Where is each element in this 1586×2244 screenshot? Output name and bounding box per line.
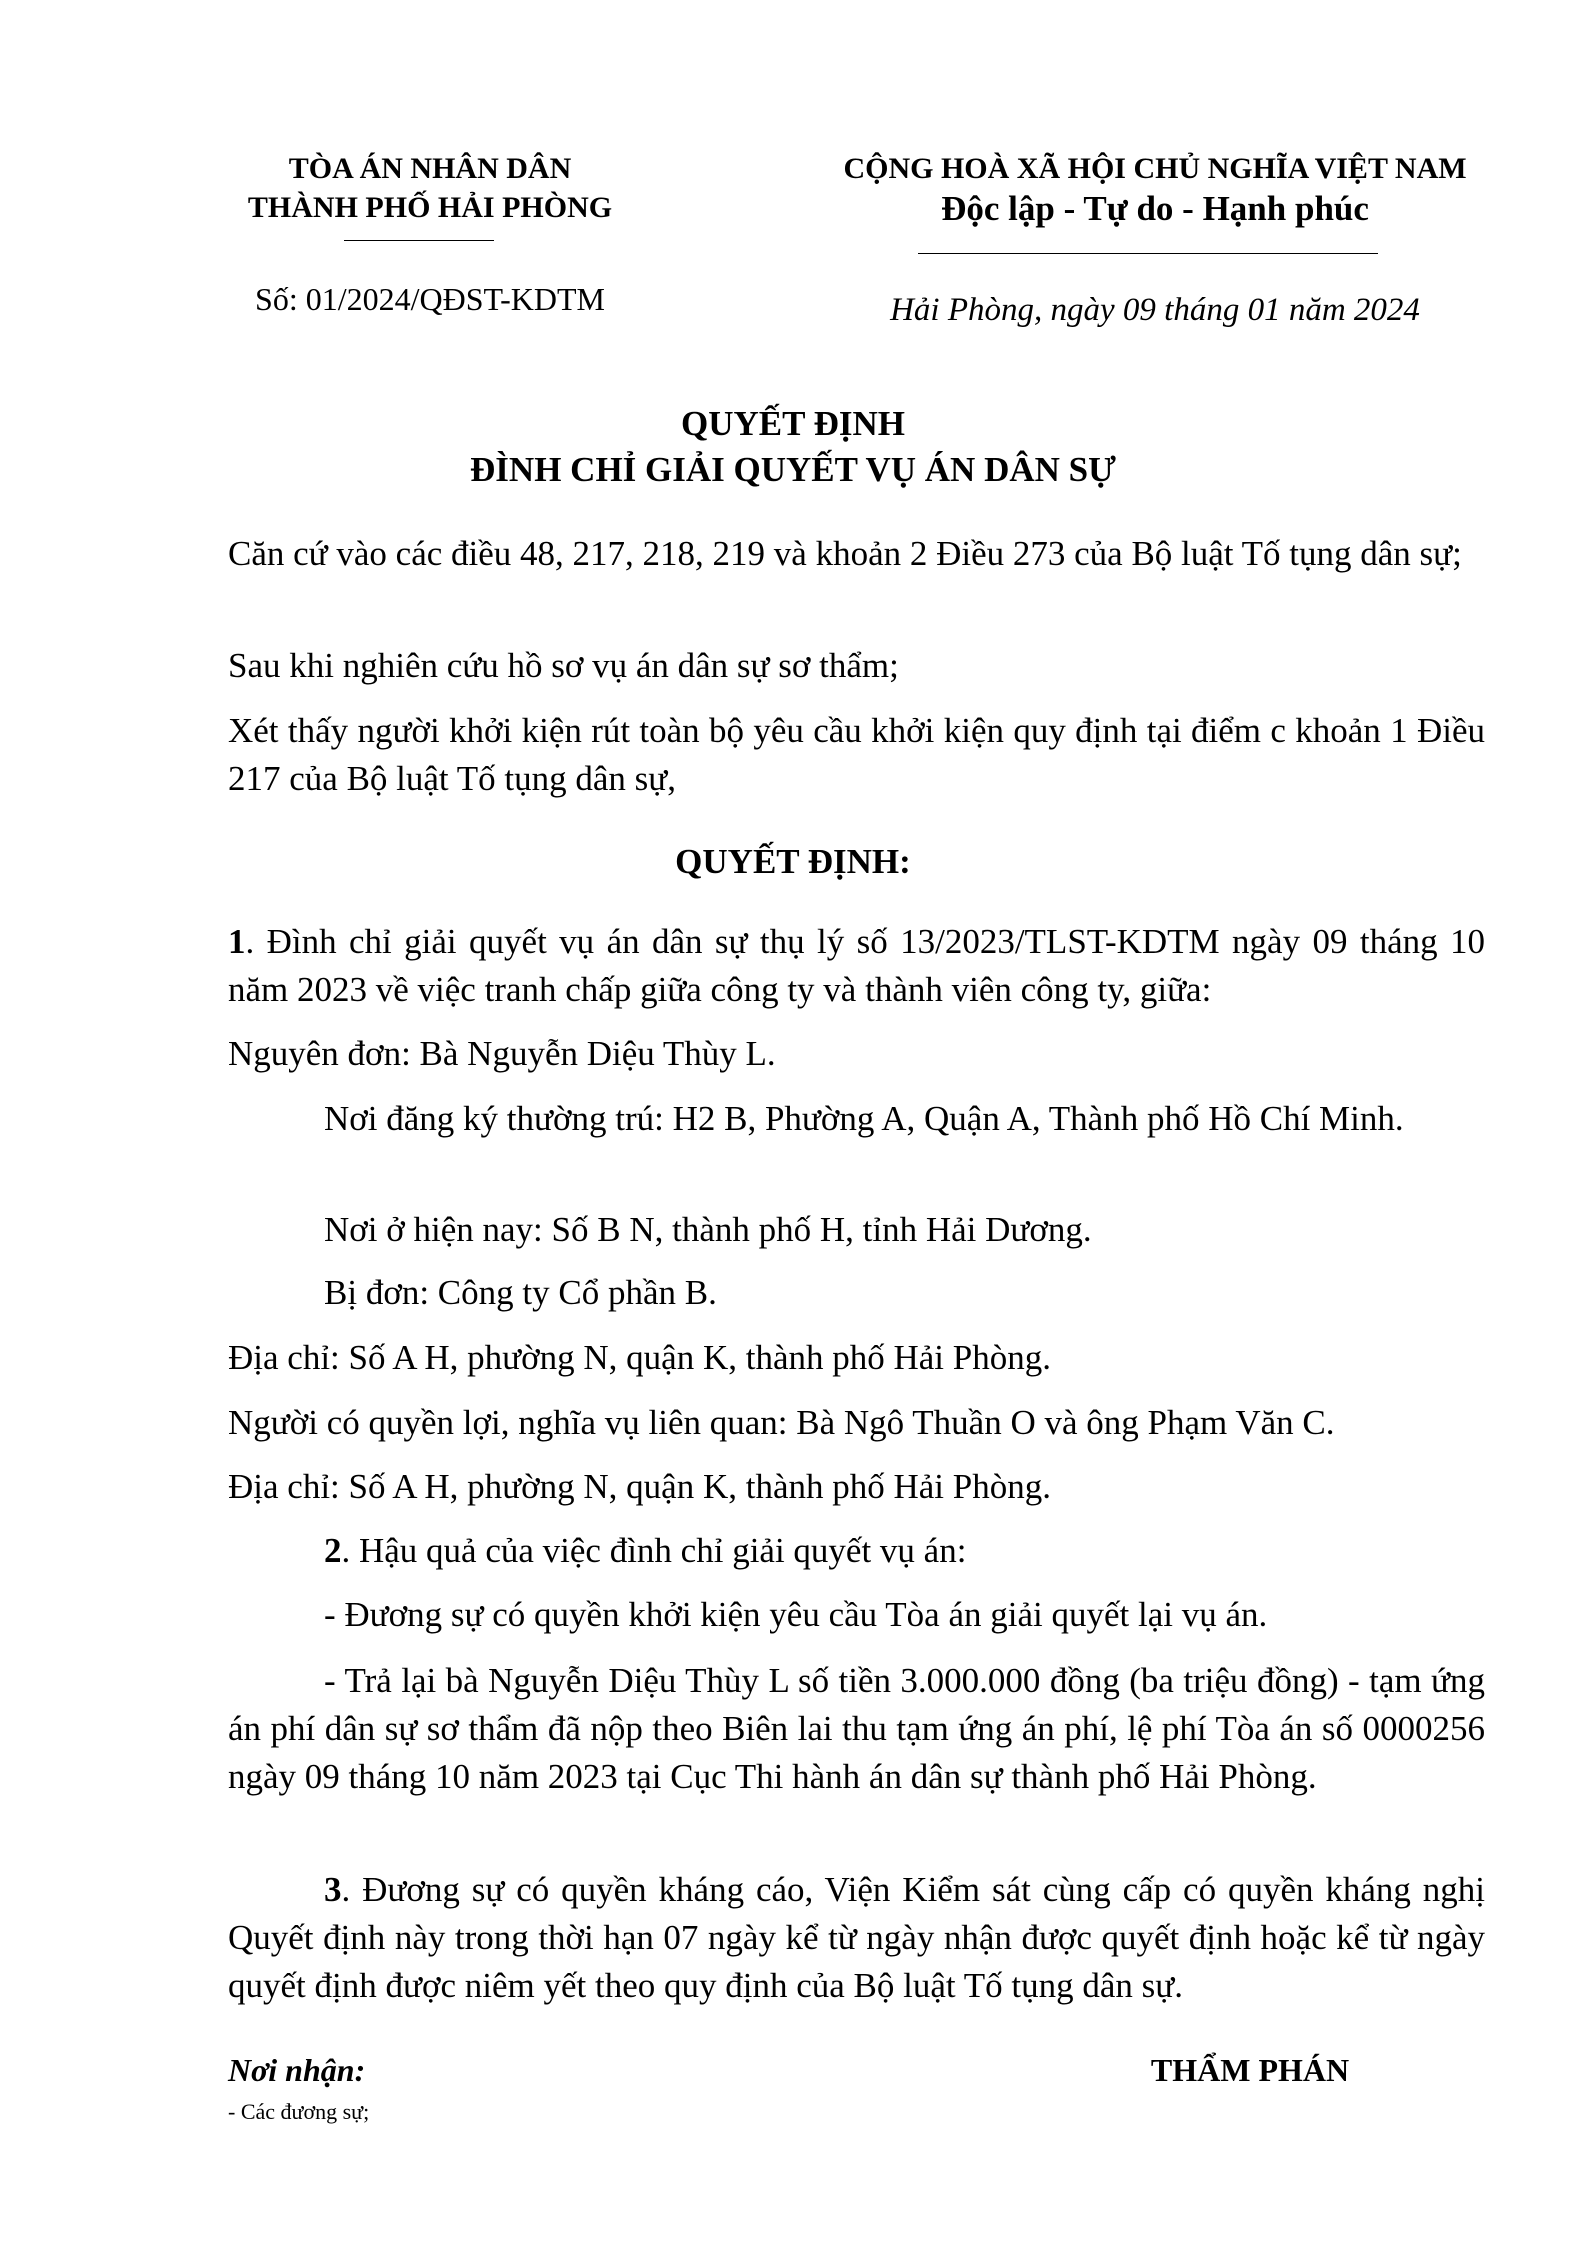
related-party-address: Địa chỉ: Số A H, phường N, quận K, thành phố Hải Phòng. [228,1467,1051,1506]
recipients-label: Nơi nhận: [228,2052,366,2088]
place-date: Hải Phòng, ngày 09 tháng 01 năm 2024 [890,292,1420,328]
item-2-a: - Đương sự có quyền khởi kiện yêu cầu Tòa án giải quyết lại vụ án. [324,1595,1268,1634]
item-2 [228,1527,1485,1575]
defendant: Bị đơn: Công ty Cổ phần B. [324,1273,717,1312]
related-party: Người có quyền lợi, nghĩa vụ liên quan: Bà Ngô Thuần O và ông Phạm Văn C. [228,1403,1335,1442]
item-number: 3 [324,1870,342,1909]
preamble-2: Sau khi nghiên cứu hồ sơ vụ án dân sự sơ thẩm; [228,646,899,685]
court-name-line2: THÀNH PHỐ HẢI PHÒNG [247,191,613,224]
recipient-item: - Các đương sự; [228,2099,370,2124]
item-1 [228,918,1485,1014]
document-subtitle: ĐÌNH CHỈ GIẢI QUYẾT VỤ ÁN DÂN SỰ [470,450,1116,489]
divider [918,253,1378,254]
decision-heading: QUYẾT ĐỊNH: [675,842,911,881]
item-text: . Đương sự có quyền kháng cáo, Viện Kiểm sát cùng cấp có quyền kháng nghị Quyết định này trong thời hạn 07 ngày kể từ ngày nhận được quyết định hoặc kể từ ngày quyết định được niêm yết theo quy định của Bộ luật Tố tụng dân sự. [228,1870,1485,2005]
defendant-address: Địa chỉ: Số A H, phường N, quận K, thành phố Hải Phòng. [228,1338,1051,1377]
plaintiff-current-address: Nơi ở hiện nay: Số B N, thành phố H, tỉnh Hải Dương. [324,1210,1092,1249]
preamble-1: Căn cứ vào các điều 48, 217, 218, 219 và khoản 2 Điều 273 của Bộ luật Tố tụng dân sự; [228,534,1462,573]
item-3 [228,1866,1485,2010]
plaintiff: Nguyên đơn: Bà Nguyễn Diệu Thùy L. [228,1034,776,1073]
plaintiff-residence: Nơi đăng ký thường trú: H2 B, Phường A, Quận A, Thành phố Hồ Chí Minh. [324,1099,1404,1138]
document-title: QUYẾT ĐỊNH [681,404,905,443]
item-text: . Đình chỉ giải quyết vụ án dân sự thụ lý số 13/2023/TLST-KDTM ngày 09 tháng 10 năm 2023 về việc tranh chấp giữa công ty và thành viên công ty, giữa: [228,922,1485,1009]
item-number: 2 [324,1531,342,1570]
motto: Độc lập - Tự do - Hạnh phúc [941,189,1369,228]
court-name-line1: TÒA ÁN NHÂN DÂN [288,152,572,185]
document-number: Số: 01/2024/QĐST-KDTM [255,281,605,317]
preamble-3: Xét thấy người khởi kiện rút toàn bộ yêu cầu khởi kiện quy định tại điểm c khoản 1 Điều 217 của Bộ luật Tố tụng dân sự, [228,711,1485,798]
item-text: . Hậu quả của việc đình chỉ giải quyết vụ án: [341,1531,967,1570]
item-2-b: - Trả lại bà Nguyễn Diệu Thùy L số tiền 3.000.000 đồng (ba triệu đồng) - tạm ứng án phí dân sự sơ thẩm đã nộp theo Biên lai thu tạm ứng án phí, lệ phí Tòa án số 0000256 ngày 09 tháng 10 năm 2023 tại Cục Thi hành án dân sự thành phố Hải Phòng. [228,1661,1485,1796]
signer-title: THẨM PHÁN [1150,2052,1350,2088]
item-number: 1 [228,922,246,961]
nation-name: CỘNG HOÀ XÃ HỘI CHỦ NGHĨA VIỆT NAM [843,152,1467,185]
divider [344,240,494,241]
